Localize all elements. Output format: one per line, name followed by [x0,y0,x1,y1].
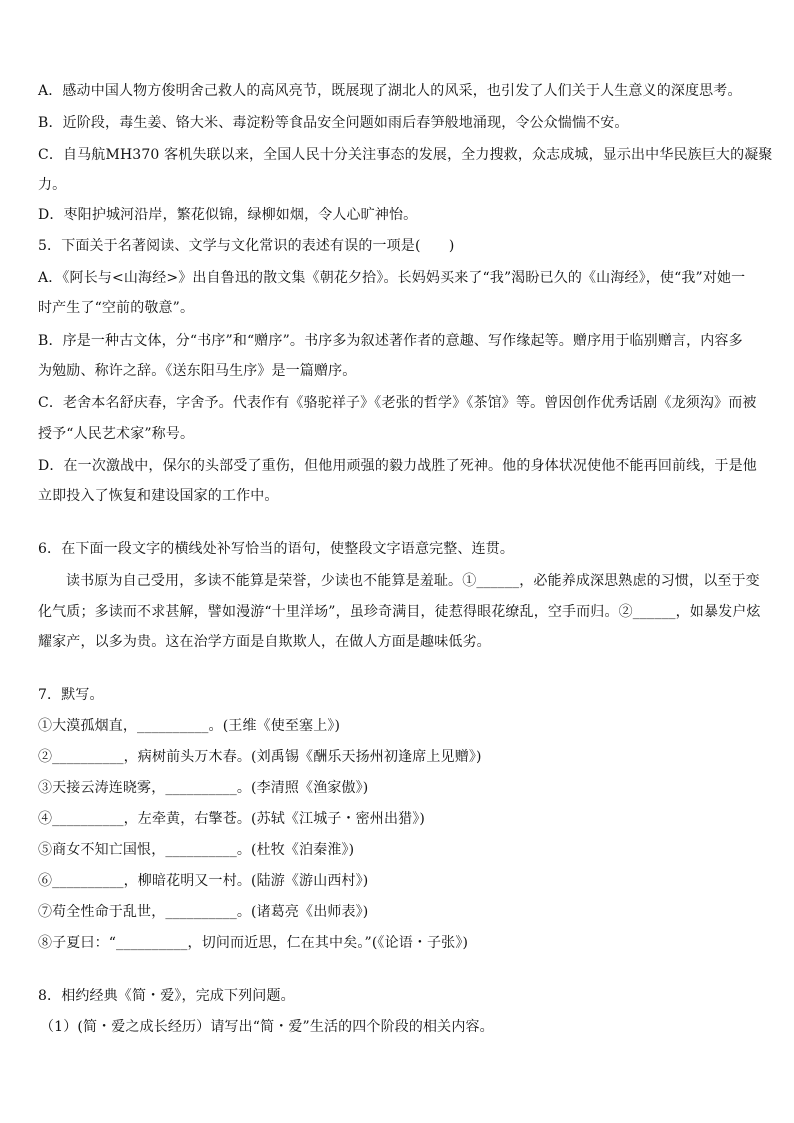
q7-item: ③天接云涛连晓雾，__________。(李清照《渔家傲》) [38,780,369,796]
q7-item: ④__________，左牵黄，右擎苍。(苏轼《江城子・密州出猎》) [38,811,426,827]
q7-item: ⑧子夏曰：“__________，切问而近思，仁在其中矣。”(《论语・子张》) [38,935,469,951]
q5-option-b-line2: 为勉励、称许之辞。《送东阳马生序》是一篇赠序。 [38,363,357,379]
q6-passage-line3: 耀家产，以多为贵。这在治学方面是自欺欺人，在做人方面是趣味低劣。 [38,634,491,650]
q5-stem: 5．下面关于名著阅读、文学与文化常识的表述有误的一项是( ) [38,238,455,254]
q5-option-d-line2: 立即投入了恢复和建设国家的工作中。 [38,488,279,504]
q7-item: ⑦苟全性命于乱世，__________。(诸葛亮《出师表》) [38,904,369,920]
q7-item: ⑥__________，柳暗花明又一村。(陆游《游山西村》) [38,873,369,889]
q5-option-c-line1: C．老舍本名舒庆春，字舍予。代表作有《骆驼祥子》《老张的哲学》《茶馆》等。曾因创作优秀话剧《龙须沟》而被 [38,395,757,411]
q6-passage-line1: 读书原为自己受用，多读不能算是荣誉，少读也不能算是羞耻。①______，必能养成深思熟虑的习惯，以至于变 [66,573,760,589]
q7-stem: 7．默写。 [38,687,104,703]
q5-option-a-line1: A．《阿长与<山海经>》出自鲁迅的散文集《朝花夕拾》。长妈妈买来了“我”渴盼已久的《山海经》，使“我”对她一 [38,270,746,286]
q7-item: ①大漠孤烟直，__________。(王维《使至塞上》) [38,718,341,734]
q6-stem: 6．在下面一段文字的横线处补写恰当的语句，使整段文字语意完整、连贯。 [38,541,515,557]
q7-item: ②__________，病树前头万木春。(刘禹锡《酬乐天扬州初逢席上见赠》) [38,749,482,765]
q7-item: ⑤商女不知亡国恨，__________。(杜牧《泊秦淮》) [38,842,355,858]
q5-option-a-line2: 时产生了“空前的敬意”。 [38,300,195,316]
q5-option-c-line2: 授予“人民艺术家”称号。 [38,426,195,442]
q4-option-d: D．枣阳护城河沿岸，繁花似锦，绿柳如烟，令人心旷神怡。 [38,207,418,223]
q4-option-b: B．近阶段，毒生姜、铬大米、毒淀粉等食品安全问题如雨后春笋般地涌现，令公众惴惴不安。 [38,115,629,131]
q5-option-d-line1: D．在一次激战中，保尔的头部受了重伤，但他用顽强的毅力战胜了死神。他的身体状况使他不能再回前线，于是他 [38,458,757,474]
q8-sub1: （1）(简・爱之成长经历）请写出“简・爱”生活的四个阶段的相关内容。 [40,1019,494,1035]
q6-passage-line2: 化气质；多读而不求甚解，譬如漫游“十里洋场”，虽珍奇满目，徒惹得眼花缭乱，空手而归。②______，如暴发户炫 [38,604,761,620]
q4-option-a: A．感动中国人物方俊明舍己救人的高风亮节，既展现了湖北人的风采，也引发了人们关于人生意义的深度思考。 [38,83,742,99]
q5-option-b-line1: B．序是一种古文体，分“书序”和“赠序”。书序多为叙述著作者的意趣、写作缘起等。赠序用于临别赠言，内容多 [38,333,743,349]
q4-option-c-line1: C．自马航MH370 客机失联以来，全国人民十分关注事态的发展，全力搜救，众志成城，显示出中华民族巨大的凝聚 [38,147,773,163]
q4-option-c-line2: 力。 [38,177,67,193]
q8-stem: 8．相约经典《简・爱》，完成下列问题。 [38,988,295,1004]
